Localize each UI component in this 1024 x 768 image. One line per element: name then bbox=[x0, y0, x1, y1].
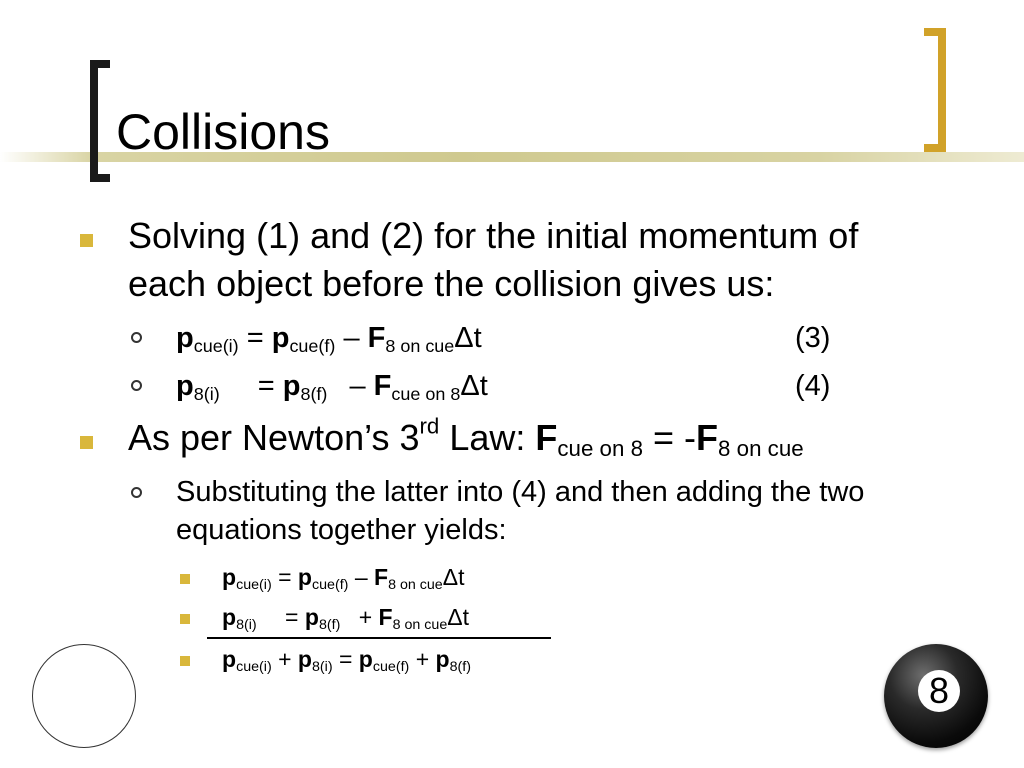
eight-ball-icon bbox=[884, 644, 988, 748]
equation-sum-line-1: $p_{cue(i)} = p_{cue(f)} - F_{8 on cue}\Delta t$ bbox=[222, 564, 465, 593]
square-bullet-icon bbox=[180, 656, 190, 666]
newtons-third-law-line: As per Newton’s 3rd Law: $F_{cue on 8} = -F_{8 on cue}$ bbox=[128, 413, 804, 462]
hollow-circle-bullet-icon bbox=[131, 380, 142, 391]
sub-bullet-text-line: Substituting the latter into (4) and then adding the two bbox=[176, 476, 865, 508]
decorative-circle bbox=[32, 644, 136, 748]
left-bracket-decoration bbox=[90, 60, 110, 182]
square-bullet-icon bbox=[80, 436, 93, 449]
equation-sum-result: $p_{cue(i)} + p_{8(i)} = p_{cue(f)} + p_{8(f)}$ bbox=[222, 646, 471, 675]
square-bullet-icon bbox=[180, 614, 190, 624]
hollow-circle-bullet-icon bbox=[131, 332, 142, 343]
equation-3-number: (3) bbox=[795, 322, 831, 354]
equation-4-number: (4) bbox=[795, 370, 831, 402]
sub-bullet-text-line: equations together yields: bbox=[176, 514, 507, 546]
bullet-text-line: Solving (1) and (2) for the initial momentum of bbox=[128, 215, 859, 256]
slide-title: Collisions bbox=[116, 104, 330, 160]
bullet-text-line: each object before the collision gives us: bbox=[128, 263, 775, 304]
eight-ball-label: 8 bbox=[918, 670, 960, 712]
summation-rule-line bbox=[207, 637, 551, 639]
equation-4: $p_{8(i)} = p_{8(f)} - F_{cue on 8}\Delta t$ bbox=[176, 370, 488, 405]
square-bullet-icon bbox=[180, 574, 190, 584]
equation-sum-line-2: $p_{8(i)} = p_{8(f)} + F_{8 on cue}\Delta t$ bbox=[222, 604, 470, 633]
hollow-circle-bullet-icon bbox=[131, 487, 142, 498]
square-bullet-icon bbox=[80, 234, 93, 247]
right-bracket-decoration bbox=[924, 28, 946, 152]
equation-3: $p_{cue(i)} = p_{cue(f)} - F_{8 on cue}\Delta t$ bbox=[176, 322, 482, 357]
